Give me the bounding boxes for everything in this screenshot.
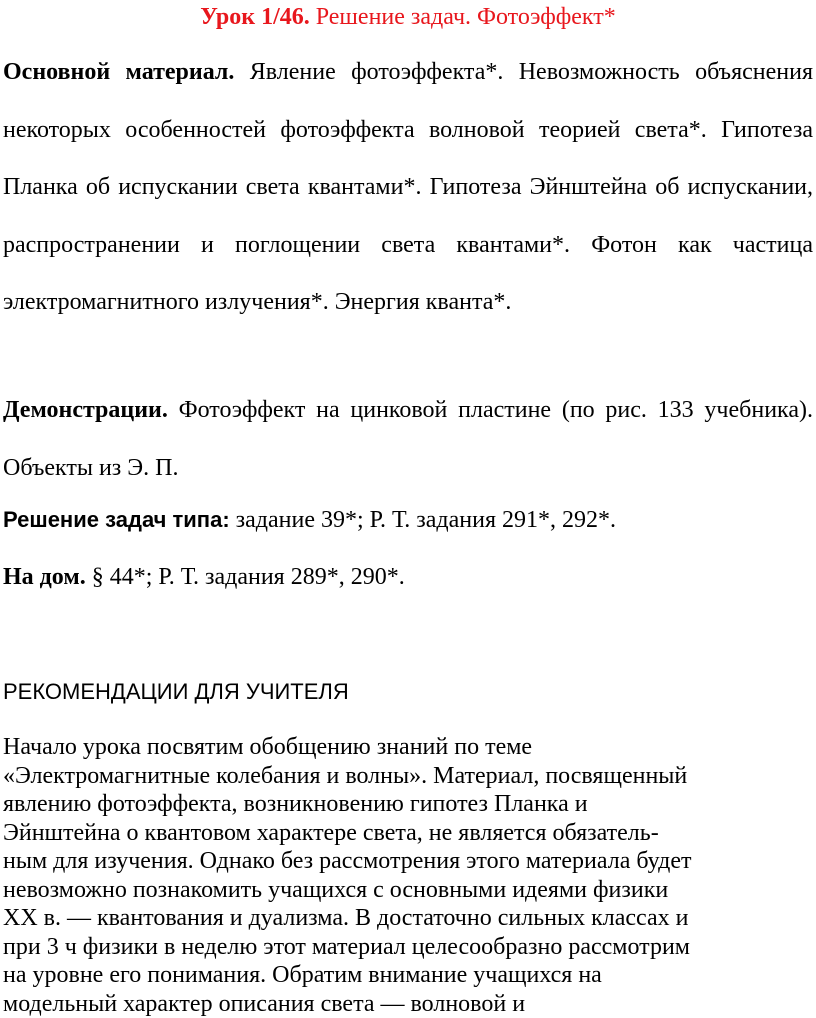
homework-paragraph [3, 562, 405, 592]
recommendation-line: XX в. — квантования и дуализма. В достаточно сильных классах и [3, 904, 813, 933]
tasks-paragraph [3, 505, 616, 535]
main-material-text: Явление фотоэффекта*. Невозможность объяснения некоторых особенностей фотоэффекта волновой теорией света*. Гипотеза Планка об испускании света квантами*. Гипотеза Эйнштейна об испускании, распространении и поглощении света квантами*. Фотон как частица электромагнитного излучения*. Энергия кванта*. [3, 59, 813, 315]
tasks-label: Решение задач типа: [3, 507, 230, 532]
recommendation-line: Эйнштейна о квантовом характере света, не является обязатель- [3, 819, 813, 848]
recommendation-line: Начало урока посвятим обобщению знаний по теме [3, 733, 813, 762]
lesson-topic: Решение задач. Фотоэффект* [310, 4, 616, 30]
lesson-title [0, 2, 816, 32]
recommendation-line: на уровне его понимания. Обратим внимание учащихся на [3, 961, 813, 990]
recommendations-text [3, 733, 813, 1018]
recommendations-heading: РЕКОМЕНДАЦИИ ДЛЯ УЧИТЕЛЯ [3, 677, 349, 707]
demonstrations-text: Фотоэффект на цинковой пластине (по рис. 133 учебника). Объекты из Э. П. [3, 397, 813, 481]
recommendation-line: ным для изучения. Однако без рассмотрения этого материала будет [3, 847, 813, 876]
main-material-label: Основной материал. [3, 59, 234, 85]
homework-text: § 44*; Р. Т. задания 289*, 290*. [86, 564, 405, 590]
main-material-paragraph [3, 44, 813, 332]
recommendation-line: модельный характер описания света — волновой и [3, 990, 813, 1018]
recommendation-line: явлению фотоэффекта, возникновению гипотез Планка и [3, 790, 813, 819]
homework-label: На дом. [3, 564, 86, 590]
lesson-number: Урок 1/46. [200, 4, 310, 30]
demonstrations-label: Демонстрации. [3, 397, 168, 423]
recommendation-line: невозможно познакомить учащихся с основными идеями физики [3, 876, 813, 905]
recommendation-line: «Электромагнитные колебания и волны». Материал, посвященный [3, 762, 813, 791]
recommendation-line: при 3 ч физики в неделю этот материал целесообразно рассмотрим [3, 933, 813, 962]
tasks-text: задание 39*; Р. Т. задания 291*, 292*. [230, 507, 616, 533]
demonstrations-paragraph [3, 382, 813, 497]
